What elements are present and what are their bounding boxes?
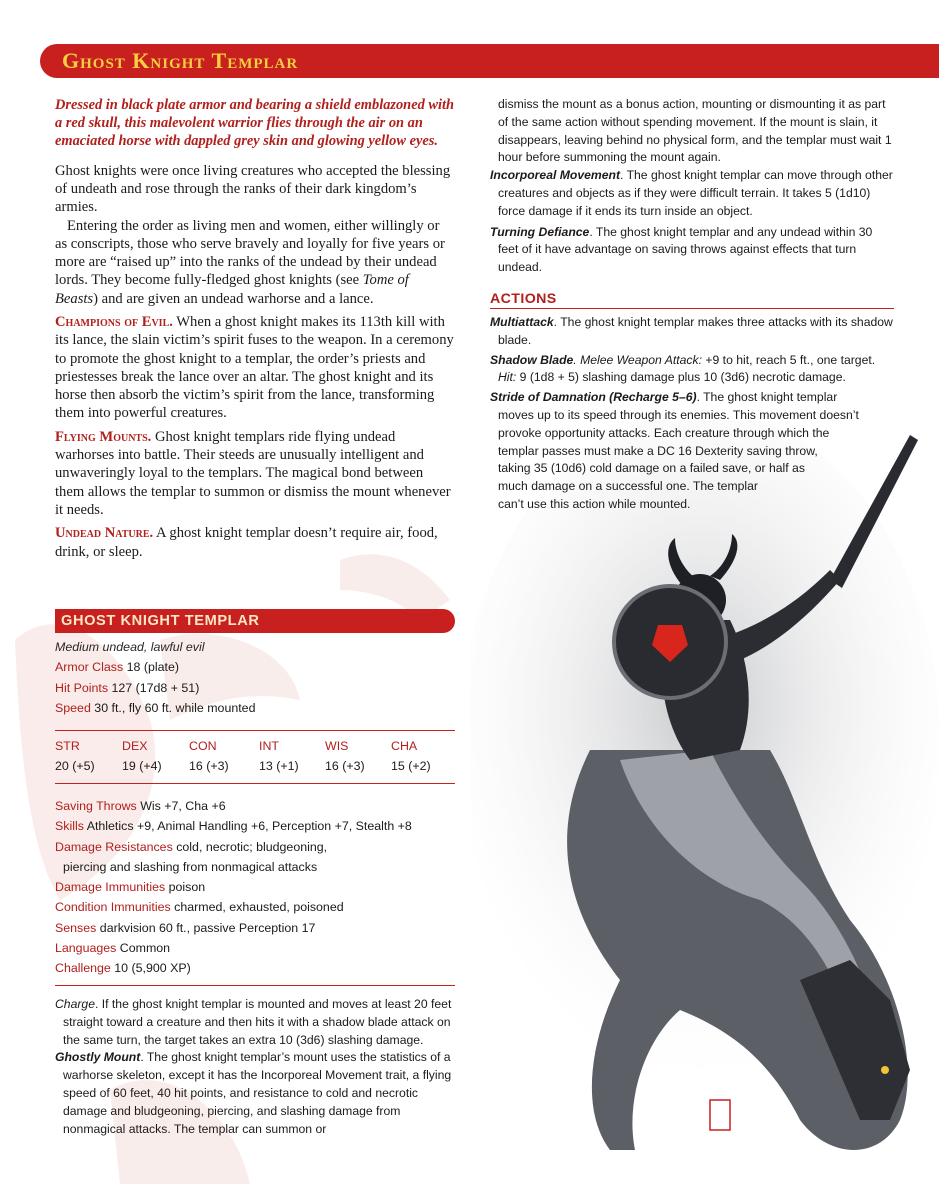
stat-label: Damage Immunities — [55, 880, 166, 895]
action-shadow-blade — [490, 352, 894, 388]
book-title: Tome of Beasts — [55, 272, 409, 307]
stat-label: Languages — [55, 941, 117, 956]
statblock-details — [55, 796, 455, 979]
action-multiattack — [490, 314, 894, 350]
actions-list — [490, 314, 894, 514]
damage-resistances-cont: piercing and slashing from nonmagical attacks — [63, 859, 318, 874]
action-name: Multiattack — [490, 315, 554, 329]
ability-score: 15 (+2) — [391, 759, 431, 773]
statblock-divider — [55, 985, 455, 986]
traits-right — [490, 96, 894, 277]
action-text: templar passes must make a DC 16 Dexterity saving throw, — [498, 443, 818, 458]
stat-value: 30 ft., fly 60 ft. while mounted — [94, 700, 256, 715]
page-title: Ghost Knight Templar — [62, 48, 299, 73]
stat-label: Saving Throws — [55, 799, 137, 813]
lore-paragraph — [55, 524, 455, 561]
ability-score: 16 (+3) — [325, 759, 365, 773]
action-text: provoke opportunity attacks. Each creature through which the — [498, 425, 830, 440]
stat-value: poison — [168, 880, 206, 895]
statblock-divider — [55, 730, 455, 731]
trait-incorporeal-movement — [490, 167, 894, 220]
trait-name: Charge — [55, 997, 95, 1011]
lore-paragraph — [55, 313, 455, 423]
lore-text: ) and are given an undead warhorse and a lance. — [93, 290, 374, 307]
lore-paragraph: Ghost knights were once living creatures who accepted the blessing of undeath and rose through the ranks of their dark kingdom’s armies. — [55, 162, 451, 216]
statblock-divider — [55, 783, 455, 784]
trait-text: . If the ghost knight templar is mounted and moves at least 20 feet straight toward a creature and then hits it with a shadow blade attack on the same turn, the target takes an extra 10 (3d6) slashing damage. — [63, 997, 452, 1047]
lore-paragraph — [55, 428, 455, 519]
stat-value: Wis +7, Cha +6 — [140, 799, 226, 813]
action-text: 9 (1d8 + 5) slashing damage plus 10 (3d6) necrotic damage. — [516, 370, 846, 385]
stat-label: Damage Resistances — [55, 839, 173, 854]
action-text: much damage on a successful one. The templar — [498, 479, 758, 494]
lore-paragraph — [55, 217, 455, 308]
action-text: moves up to its speed through its enemies. This movement doesn’t — [498, 407, 859, 422]
speed — [55, 698, 455, 718]
stat-value: 18 (plate) — [126, 660, 179, 675]
action-text: . The ghost knight templar makes three attacks with its shadow blade. — [498, 315, 893, 347]
action-text: taking 35 (10d6) cold damage on a failed save, or half as — [498, 461, 805, 476]
action-name: Stride of Damnation (Recharge 5–6) — [490, 390, 697, 405]
stat-value: cold, necrotic; bludgeoning, — [176, 839, 328, 854]
ability-score: 16 (+3) — [189, 759, 229, 773]
trait-text: . The ghost knight templar can move through other creatures and objects as if they were difficult terrain. It takes 5 (1d10) force damage if it ends its turn inside an object. — [498, 168, 893, 218]
trait-ghostly-mount — [55, 1049, 455, 1138]
action-text: . The ghost knight templar — [696, 390, 838, 405]
ability-score: 13 (+1) — [259, 759, 299, 773]
creature-type: Medium undead, lawful evil — [55, 640, 205, 654]
lore-text: When a ghost knight makes its 113th kill with its lance, the slain victim’s spirit fuses to the weapon. In a ceremony to promote the ghost knight to a templar, the order’s priests and priestesses break the lance over an altar. The ghost knight and its horse then absorb the victim’s spirit from the lance, transforming them into powerful creatures. — [55, 313, 454, 422]
traits-left — [55, 996, 455, 1138]
ability-score: 19 (+4) — [122, 759, 162, 773]
stat-value: Athletics +9, Animal Handling +6, Perception +7, Stealth +8 — [86, 819, 412, 834]
stat-value: Common — [119, 941, 171, 956]
section-lead: Champions of Evil. — [55, 313, 173, 330]
stat-label: Armor Class — [55, 660, 124, 675]
ability-name: DEX — [122, 739, 148, 753]
trait-text: . The ghost knight templar and any undead within 30 feet of it have advantage on saving throws against effects that turn undead. — [498, 224, 873, 275]
ability-name: STR — [55, 739, 80, 753]
stat-label: Skills — [55, 819, 84, 834]
statblock-title: GHOST KNIGHT TEMPLAR — [61, 613, 260, 629]
stat-label: Speed — [55, 700, 91, 715]
ability-score: 20 (+5) — [55, 759, 95, 773]
damage-immunities — [55, 877, 455, 897]
hit-label: Hit: — [498, 370, 517, 385]
trait-turning-defiance — [490, 224, 894, 277]
stat-label: Challenge — [55, 961, 111, 976]
hit-points — [55, 678, 455, 698]
skills — [55, 816, 455, 836]
trait-text: . The ghost knight templar’s mount uses the statistics of a warhorse skeleton, except it has the Incorporeal Movement trait, a flying speed of 60 feet, 40 hit points, and resistance to cold and necrotic damage and bludgeoning, piercing, and slashing damage from nonmagical attacks. The templar can summon or — [63, 1050, 452, 1136]
senses — [55, 918, 455, 938]
statblock-header — [55, 609, 455, 633]
ability-name: CHA — [391, 739, 418, 753]
lore-column — [55, 96, 455, 561]
ability-con — [189, 739, 229, 774]
saving-throws — [55, 796, 455, 816]
action-stride-of-damnation — [490, 389, 894, 514]
section-lead: Undead Nature. — [55, 525, 154, 542]
damage-resistances — [55, 837, 455, 857]
stat-value: 127 (17d8 + 51) — [111, 680, 200, 695]
stat-value: 10 (5,900 XP) — [114, 961, 191, 976]
ability-name: WIS — [325, 739, 349, 753]
challenge — [55, 958, 455, 978]
ability-name: INT — [259, 739, 279, 753]
languages — [55, 938, 455, 958]
ability-name: CON — [189, 739, 217, 753]
trait-name: Turning Defiance — [490, 224, 590, 239]
ability-str — [55, 739, 95, 774]
ability-int — [259, 739, 299, 774]
condition-immunities — [55, 897, 455, 917]
stat-value: charmed, exhausted, poisoned — [174, 900, 344, 915]
trait-name: Incorporeal Movement — [490, 168, 621, 183]
stat-value: darkvision 60 ft., passive Perception 17 — [99, 920, 316, 935]
action-text: +9 to hit, reach 5 ft., one target. — [702, 352, 876, 367]
statblock-basics — [55, 637, 455, 718]
actions-heading: ACTIONS — [490, 291, 894, 309]
action-name: Shadow Blade — [490, 352, 574, 367]
title-banner — [40, 44, 939, 78]
action-text: can’t use this action while mounted. — [498, 496, 691, 511]
stat-label: Hit Points — [55, 680, 109, 695]
ability-wis — [325, 739, 365, 774]
stat-label: Condition Immunities — [55, 900, 171, 915]
intro-text: Dressed in black plate armor and bearing a shield emblazoned with a red skull, this malevolent warrior flies through the air on an emaciated horse with dappled grey skin and glowing yellow eyes. — [55, 97, 454, 150]
attack-type: . Melee Weapon Attack: — [573, 352, 703, 367]
lore-text: A ghost knight templar doesn’t require air, food, drink, or sleep. — [55, 525, 438, 560]
trait-charge — [55, 996, 455, 1049]
ability-dex — [122, 739, 162, 774]
lore-text: Entering the order as living men and women, either willingly or as conscripts, those who serve bravely and loyally for five years or more are “raised up” into the ranks of the undead by their undead lords. They become fully-fledged ghost knights (see — [55, 217, 445, 289]
ghost-knight-illustration — [470, 420, 939, 1184]
lore-text: Ghost knight templars ride flying undead warhorses into battle. Their steeds are unusually intelligent and unwaveringly loyal to the templars. The magical bond between them allows the templar to summon or dismiss the mount whenever it needs. — [55, 428, 451, 518]
section-lead: Flying Mounts. — [55, 428, 152, 445]
stat-label: Senses — [55, 920, 97, 935]
trait-ghostly-mount-cont: dismiss the mount as a bonus action, mounting or dismounting it as part of the same action without spending movement. If the mount is slain, it disappears, leaving behind no physical form, and the templar must wait 1 hour before summoning the mount again. — [498, 97, 892, 165]
ability-cha — [391, 739, 431, 774]
armor-class — [55, 657, 455, 677]
trait-name: Ghostly Mount — [55, 1050, 141, 1065]
